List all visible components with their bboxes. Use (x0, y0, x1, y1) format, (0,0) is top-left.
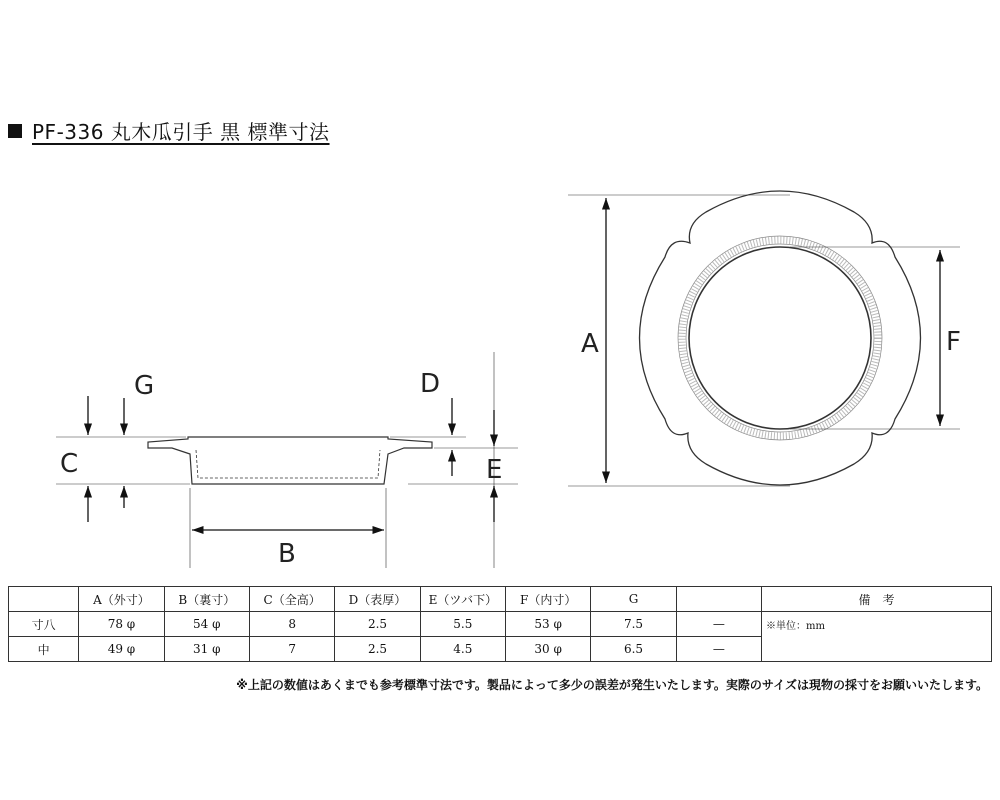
label-A: A (581, 329, 599, 359)
table-cell: — (676, 637, 761, 662)
table-cell: 7.5 (591, 612, 676, 637)
table-cell: 49 φ (79, 637, 164, 662)
table-cell: 4.5 (420, 637, 505, 662)
outer-flower-outline (640, 191, 921, 485)
table-cell: — (676, 612, 761, 637)
table-cell: 2.5 (335, 637, 420, 662)
table-cell: 53 φ (506, 612, 591, 637)
table-cell: 7 (249, 637, 334, 662)
table-header-cell: B（裏寸） (164, 587, 249, 612)
table-cell: 54 φ (164, 612, 249, 637)
side-inner-dashed (196, 450, 380, 478)
side-profile (148, 437, 432, 484)
title-text: PF-336 丸木瓜引手 黒 標準寸法 (32, 120, 330, 144)
table-cell: 78 φ (79, 612, 164, 637)
table-header-cell (676, 587, 761, 612)
table-header-cell: E（ツバ下） (420, 587, 505, 612)
label-E: E (486, 455, 503, 485)
label-B: B (278, 539, 296, 569)
label-D: D (420, 369, 441, 399)
table-cell: 30 φ (506, 637, 591, 662)
table-header-cell: A（外寸） (79, 587, 164, 612)
inner-opening (689, 247, 871, 429)
table-cell: 5.5 (420, 612, 505, 637)
label-C: C (60, 449, 79, 479)
table-header-remarks: 備 考 (762, 587, 992, 612)
table-cell: 寸八 (9, 612, 79, 637)
table-cell: 2.5 (335, 612, 420, 637)
spec-table (8, 586, 992, 662)
table-header-cell: C（全高） (249, 587, 334, 612)
table-header-cell: G (591, 587, 676, 612)
knurled-ring-texture (682, 240, 878, 436)
label-G: G (134, 371, 155, 401)
table-header-cell: D（表厚） (335, 587, 420, 612)
top-view (568, 191, 960, 486)
dimension-arrows-side (88, 396, 494, 530)
label-F: F (946, 327, 961, 357)
table-cell: 中 (9, 637, 79, 662)
table-cell: 8 (249, 612, 334, 637)
knurled-ring-inner (686, 244, 874, 432)
table-header-row (9, 587, 992, 612)
remarks-note: ※単位：mm (762, 612, 992, 662)
side-view (56, 352, 518, 568)
table-row (9, 612, 992, 637)
table-header-cell: F（内寸） (506, 587, 591, 612)
table-cell: 6.5 (591, 637, 676, 662)
table-header-cell (9, 587, 79, 612)
table-cell: 31 φ (164, 637, 249, 662)
disclaimer-footnote: ※上記の数値はあくまでも参考標準寸法です。製品によって多少の誤差が発生いたします。実際のサイズは現物の採寸をお願いいたします。 (236, 678, 988, 692)
